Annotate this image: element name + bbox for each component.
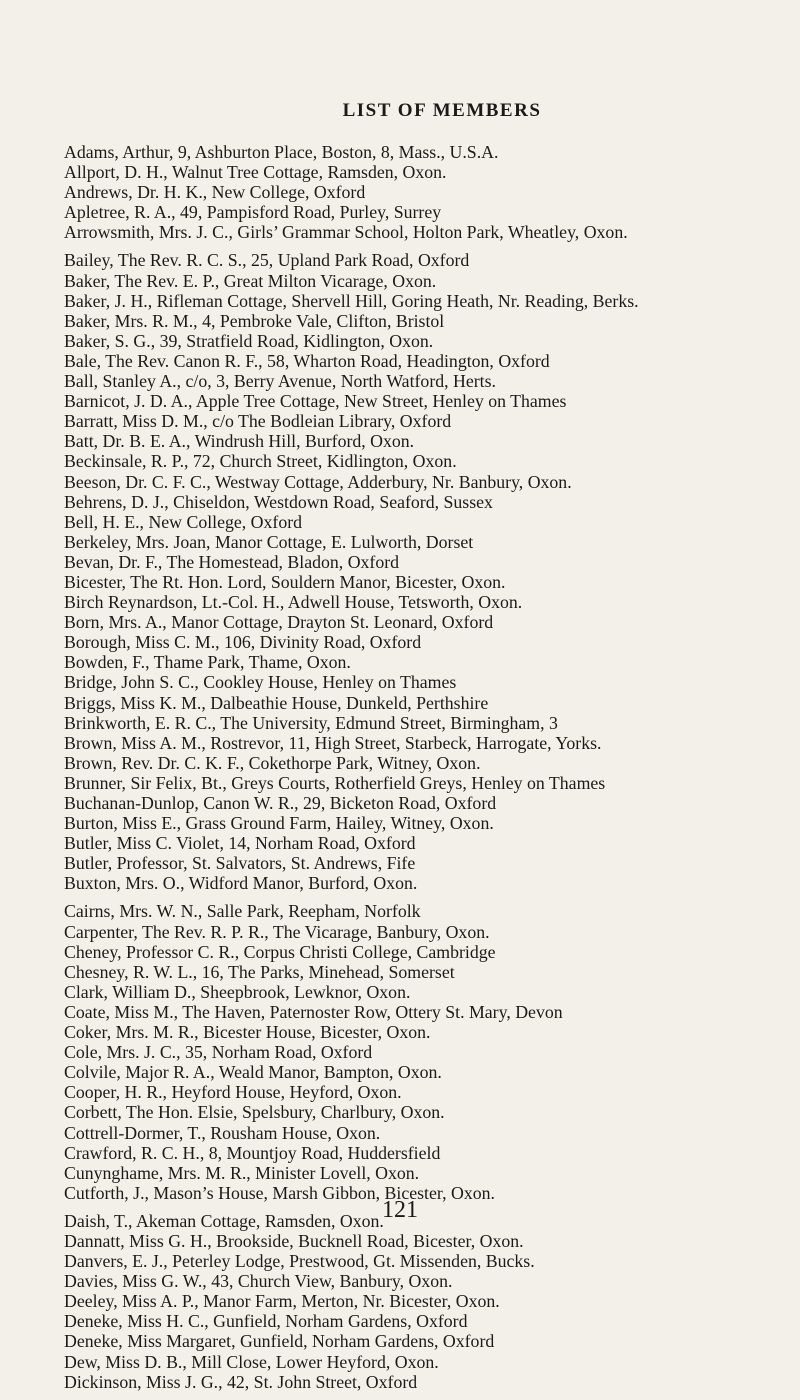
member-entry: Bevan, Dr. F., The Homestead, Bladon, Oxford xyxy=(64,551,400,572)
member-entry: Burton, Miss E., Grass Ground Farm, Hailey, Witney, Oxon. xyxy=(64,813,494,834)
member-entry: Borough, Miss C. M., 106, Divinity Road, Oxford xyxy=(64,632,422,653)
member-entry: Butler, Miss C. Violet, 14, Norham Road, Oxford xyxy=(64,833,416,854)
member-entry: Daish, T., Akeman Cottage, Ramsden, Oxon. xyxy=(64,1210,384,1231)
member-entry: Corbett, The Hon. Elsie, Spelsbury, Charlbury, Oxon. xyxy=(64,1102,445,1123)
member-entry: Cole, Mrs. J. C., 35, Norham Road, Oxford xyxy=(64,1042,373,1063)
member-entry: Ball, Stanley A., c/o, 3, Berry Avenue, North Watford, Herts. xyxy=(64,371,496,392)
member-entry: Danvers, E. J., Peterley Lodge, Prestwood, Gt. Missenden, Bucks. xyxy=(64,1251,535,1272)
member-entry: Coate, Miss M., The Haven, Paternoster Row, Ottery St. Mary, Devon xyxy=(64,1001,563,1022)
member-entry: Baker, Mrs. R. M., 4, Pembroke Vale, Clifton, Bristol xyxy=(64,310,445,331)
member-entry: Davies, Miss G. W., 43, Church View, Banbury, Oxon. xyxy=(64,1271,453,1292)
member-entry: Barnicot, J. D. A., Apple Tree Cottage, New Street, Henley on Thames xyxy=(64,391,567,412)
member-entry: Cooper, H. R., Heyford House, Heyford, Oxon. xyxy=(64,1082,402,1103)
member-entry: Baker, The Rev. E. P., Great Milton Vicarage, Oxon. xyxy=(64,270,437,291)
member-entry: Bailey, The Rev. R. C. S., 25, Upland Park Road, Oxford xyxy=(64,250,470,271)
member-entry: Briggs, Miss K. M., Dalbeathie House, Dunkeld, Perthshire xyxy=(64,692,489,713)
member-entry: Behrens, D. J., Chiseldon, Westdown Road, Seaford, Sussex xyxy=(64,491,493,512)
member-entry: Dannatt, Miss G. H., Brookside, Bucknell Road, Bicester, Oxon. xyxy=(64,1230,524,1251)
member-entry: Deeley, Miss A. P., Manor Farm, Merton, Nr. Bicester, Oxon. xyxy=(64,1291,500,1312)
member-entry: Cairns, Mrs. W. N., Salle Park, Reepham, Norfolk xyxy=(64,901,421,922)
member-entry: Cottrell-Dormer, T., Rousham House, Oxon. xyxy=(64,1122,381,1143)
member-entry: Buchanan-Dunlop, Canon W. R., 29, Bicketon Road, Oxford xyxy=(64,793,497,813)
member-entry: Bale, The Rev. Canon R. F., 58, Wharton Road, Headington, Oxford xyxy=(64,350,550,371)
member-entry: Brown, Miss A. M., Rostrevor, 11, High Street, Starbeck, Harrogate, Yorks. xyxy=(64,732,602,753)
member-entry: Apletree, R. A., 49, Pampisford Road, Purley, Surrey xyxy=(64,202,442,223)
member-entry: Birch Reynardson, Lt.-Col. H., Adwell House, Tetsworth, Oxon. xyxy=(64,592,523,613)
member-entry: Baker, S. G., 39, Stratfield Road, Kidlington, Oxon. xyxy=(64,330,434,351)
member-entry: Beeson, Dr. C. F. C., Westway Cottage, Adderbury, Nr. Banbury, Oxon. xyxy=(64,471,572,492)
member-entry: Cutforth, J., Mason’s House, Marsh Gibbon, Bicester, Oxon. xyxy=(64,1182,495,1203)
member-entry: Baker, J. H., Rifleman Cottage, Shervell Hill, Goring Heath, Nr. Reading, Berks. xyxy=(64,290,639,311)
page-title: LIST OF MEMBERS xyxy=(342,100,542,121)
member-entry: Cunynghame, Mrs. M. R., Minister Lovell, Oxon. xyxy=(64,1162,420,1183)
member-entry: Allport, D. H., Walnut Tree Cottage, Ramsden, Oxon. xyxy=(64,162,447,183)
member-entry: Berkeley, Mrs. Joan, Manor Cottage, E. Lulworth, Dorset xyxy=(64,531,474,552)
member-entry: Adams, Arthur, 9, Ashburton Place, Boston, 8, Mass., U.S.A. xyxy=(64,142,499,162)
member-entry: Born, Mrs. A., Manor Cottage, Drayton St. Leonard, Oxford xyxy=(64,612,494,633)
member-entry: Bell, H. E., New College, Oxford xyxy=(64,511,303,532)
member-entry: Buxton, Mrs. O., Widford Manor, Burford, Oxon. xyxy=(64,873,418,894)
member-group-c xyxy=(64,901,784,1202)
member-entry: Colvile, Major R. A., Weald Manor, Bampton, Oxon. xyxy=(64,1062,442,1083)
member-entry: Clark, William D., Sheepbrook, Lewknor, Oxon. xyxy=(64,981,411,1002)
member-entry: Brinkworth, E. R. C., The University, Edmund Street, Birmingham, 3 xyxy=(64,712,558,733)
member-entry: Andrews, Dr. H. K., New College, Oxford xyxy=(64,182,366,203)
member-entry: Barratt, Miss D. M., c/o The Bodleian Library, Oxford xyxy=(64,411,452,432)
member-entry: Crawford, R. C. H., 8, Mountjoy Road, Huddersfield xyxy=(64,1142,441,1163)
member-entry: Dickinson, Miss J. G., 42, St. John Street, Oxford xyxy=(64,1371,418,1392)
member-entry: Bicester, The Rt. Hon. Lord, Souldern Manor, Bicester, Oxon. xyxy=(64,571,506,592)
member-group-b xyxy=(64,250,784,893)
member-entry: Deneke, Miss Margaret, Gunfield, Norham Gardens, Oxford xyxy=(64,1331,495,1352)
member-group-d xyxy=(64,1211,784,1392)
member-entry: Bridge, John S. C., Cookley House, Henley on Thames xyxy=(64,672,457,693)
member-entry: Butler, Professor, St. Salvators, St. Andrews, Fife xyxy=(64,853,416,874)
member-entry: Arrowsmith, Mrs. J. C., Girls’ Grammar School, Holton Park, Wheatley, Oxon. xyxy=(64,222,628,243)
member-entry: Coker, Mrs. M. R., Bicester House, Bicester, Oxon. xyxy=(64,1022,431,1043)
member-entry: Bowden, F., Thame Park, Thame, Oxon. xyxy=(64,652,351,673)
page-number: 121 xyxy=(382,1197,418,1223)
member-entry: Brunner, Sir Felix, Bt., Greys Courts, Rotherfield Greys, Henley on Thames xyxy=(64,772,606,793)
member-entry: Chesney, R. W. L., 16, The Parks, Minehead, Somerset xyxy=(64,961,455,982)
member-entry: Cheney, Professor C. R., Corpus Christi College, Cambridge xyxy=(64,941,496,962)
member-entry: Batt, Dr. B. E. A., Windrush Hill, Burford, Oxon. xyxy=(64,431,415,452)
member-entry: Brown, Rev. Dr. C. K. F., Cokethorpe Park, Witney, Oxon. xyxy=(64,752,481,773)
member-entry: Deneke, Miss H. C., Gunfield, Norham Gardens, Oxford xyxy=(64,1311,468,1332)
member-group-a xyxy=(64,142,784,242)
member-entry: Beckinsale, R. P., 72, Church Street, Kidlington, Oxon. xyxy=(64,451,457,472)
member-entry: Dew, Miss D. B., Mill Close, Lower Heyford, Oxon. xyxy=(64,1351,439,1372)
member-entry: Carpenter, The Rev. R. P. R., The Vicarage, Banbury, Oxon. xyxy=(64,921,490,942)
